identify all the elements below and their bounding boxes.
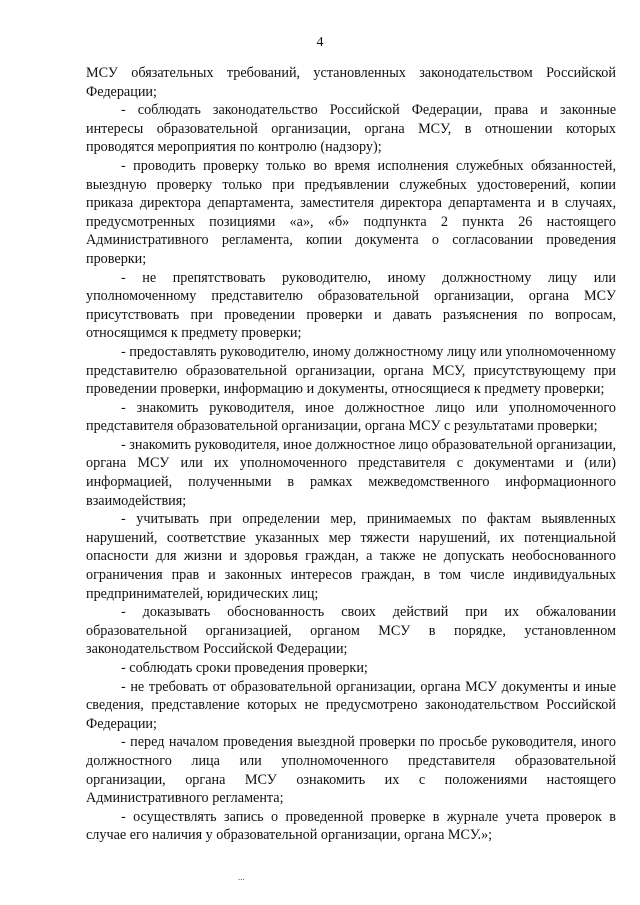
list-item-conduct-inspection: - проводить проверку только во время исполнения служебных обязанностей, выездную проверку только при предъявлении служебных удостоверений, копии приказа директора департамента, заместителя директора департамента и в случаях, предусмотренных позициями «а», «б» подпункта 2 пункта 26 настоящего Административного регламента, копии документа о согласовании проведения проверки; bbox=[86, 157, 616, 267]
list-item-not-obstruct: - не препятствовать руководителю, иному должностному лицу или уполномоченному представителю образовательной организации, органа МСУ присутствовать при проведении проверки и давать разъяснения по вопросам, относящимся к предмету проверки; bbox=[86, 269, 616, 342]
list-item-prove-validity: - доказывать обоснованность своих действий при их обжаловании образовательной организацией, органом МСУ в порядке, установленном законодательством Российской Федерации; bbox=[86, 604, 616, 658]
list-item-acquaint-results: - знакомить руководителя, иное должностное лицо или уполномоченного представителя образовательной организации, органа МСУ с результатами проверки; bbox=[86, 399, 616, 435]
list-item-observe-deadlines: - соблюдать сроки проведения проверки; bbox=[121, 660, 368, 676]
document-body bbox=[86, 64, 616, 845]
list-item-familiarize-regulation: - перед началом проведения выездной проверки по просьбе руководителя, иного должностного лица или уполномоченного представителя образовательной организации, органа МСУ ознакомить их с положениями настоящего Административного регламента; bbox=[86, 734, 616, 807]
list-item-provide-information: - предоставлять руководителю, иному должностному лицу или уполномоченному представителю образовательной организации, органа МСУ, присутствующему при проведении проверки, информацию и документы, относящиеся к предмету проверки; bbox=[86, 343, 616, 398]
list-item-acquaint-documents: - знакомить руководителя, иное должностное лицо образовательной организации, органа МСУ или их уполномоченного представителя с документами и (или) информацией, полученными в рамках межведомственного информационного взаимодействия; bbox=[86, 436, 616, 509]
list-item-consider-measures: - учитывать при определении мер, принимаемых по фактам выявленных нарушений, соответствие указанных мер тяжести нарушений, их потенциальной опасности для жизни и здоровья граждан, а также не допускать необоснованного ограничения прав и законных интересов граждан, в том числе индивидуальных предпринимателей, юридических лиц; bbox=[86, 511, 616, 602]
paragraph-continuation: МСУ обязательных требований, установленных законодательством Российской Федерации; bbox=[86, 65, 616, 100]
page-number: 4 bbox=[316, 35, 324, 50]
footer-mark: ... bbox=[238, 872, 245, 882]
list-item-not-require-documents: - не требовать от образовательной организации, органа МСУ документы и иные сведения, представление которых не предусмотрено законодательством Российской Федерации; bbox=[86, 678, 616, 732]
list-item-journal-record: - осуществлять запись о проведенной проверке в журнале учета проверок в случае его наличия у образовательной организации, органа МСУ.»; bbox=[86, 808, 616, 844]
list-item-comply-legislation: - соблюдать законодательство Российской Федерации, права и законные интересы образовательной организации, органа МСУ, в отношении которых проводятся мероприятия по контролю (надзору); bbox=[86, 102, 616, 156]
